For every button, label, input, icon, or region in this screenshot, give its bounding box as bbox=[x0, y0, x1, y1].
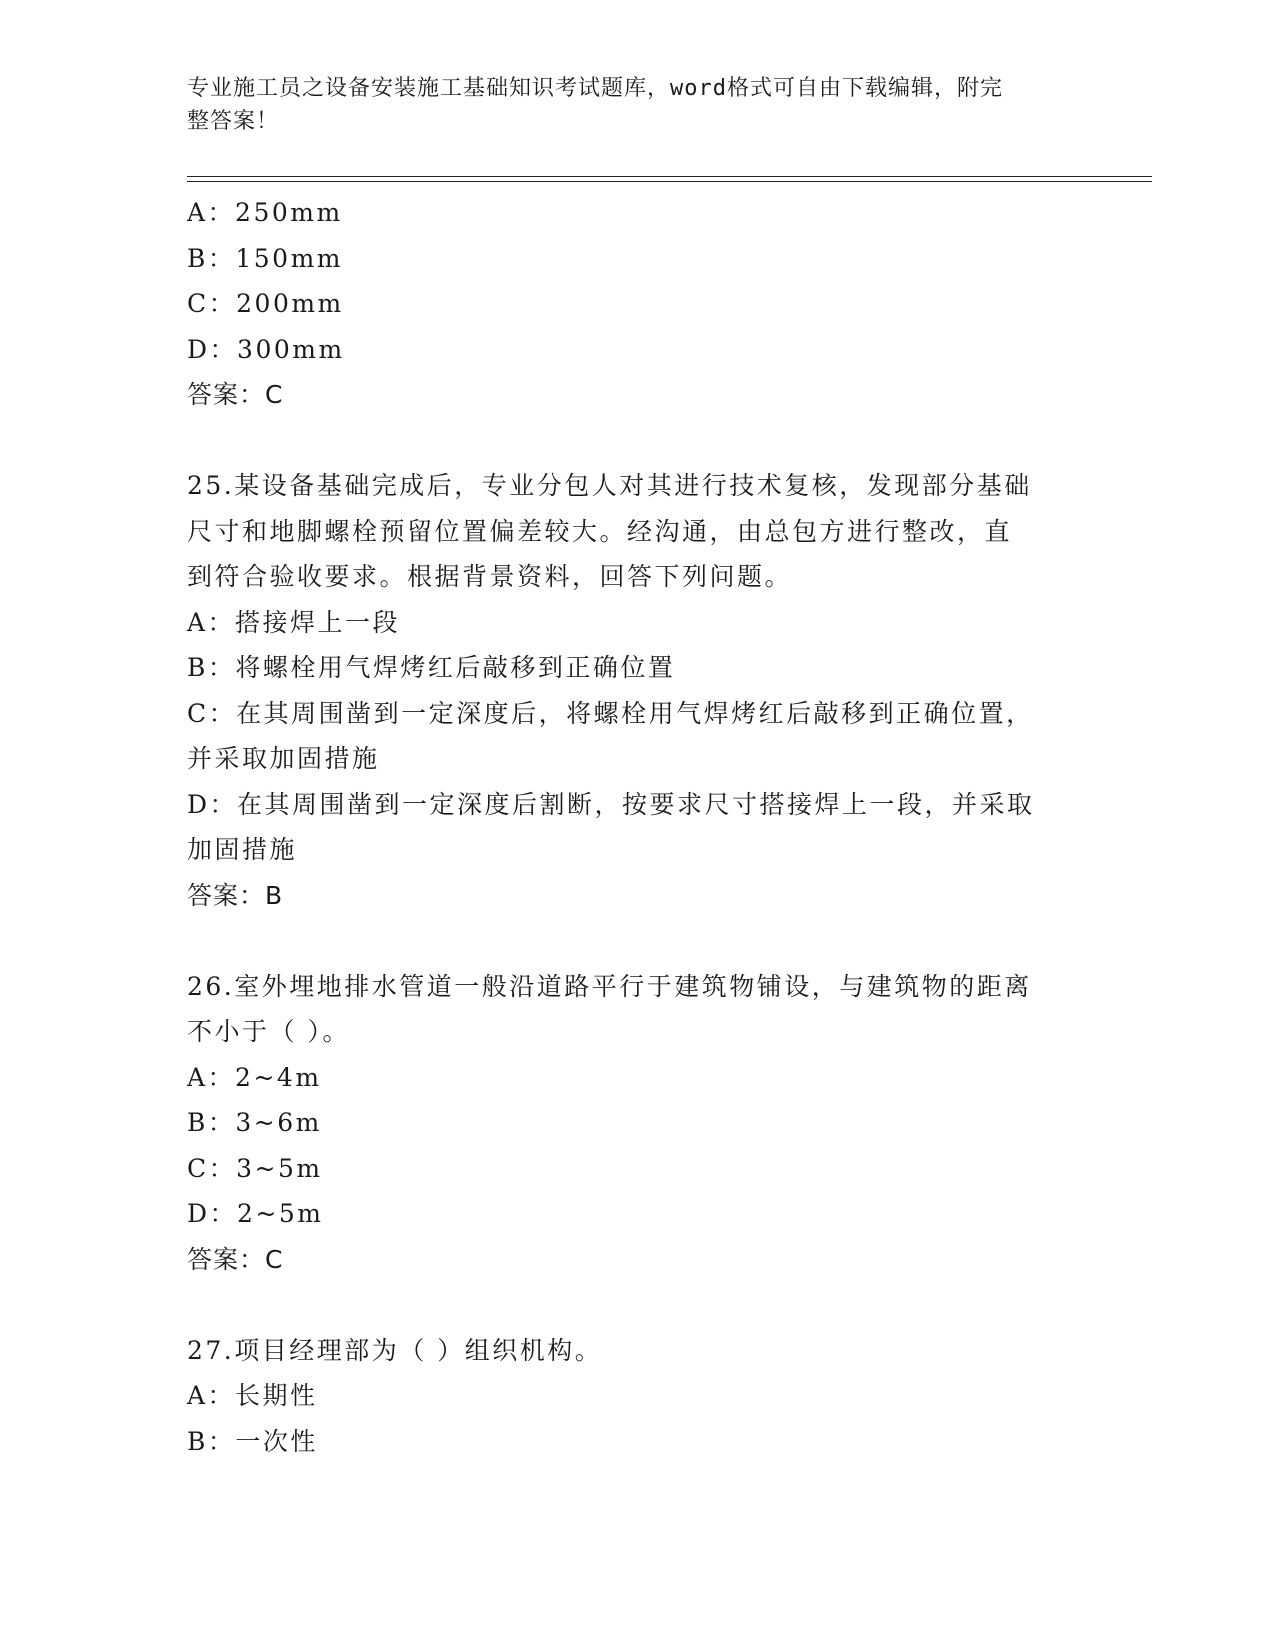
option-c: C：3~5m bbox=[187, 1153, 323, 1183]
option-c: C：200mm bbox=[187, 289, 344, 318]
spacer bbox=[187, 918, 1087, 964]
question-stem-line: 26.室外埋地排水管道一般沿道路平行于建筑物铺设，与建筑物的距离 bbox=[187, 971, 1032, 1001]
question-stem-line: 尺寸和地脚螺栓预留位置偏差较大。经沟通，由总包方进行整改，直 bbox=[187, 516, 1013, 546]
option-a: A：2~4m bbox=[187, 1062, 322, 1092]
header-line-2: 整答案！ bbox=[187, 109, 280, 134]
question-25 bbox=[187, 463, 1087, 918]
option-d: D：2~5m bbox=[187, 1199, 324, 1228]
question-27 bbox=[187, 1328, 1087, 1465]
option-a: A：长期性 bbox=[187, 1381, 318, 1410]
question-stem-line: 25.某设备基础完成后，专业分包人对其进行技术复核，发现部分基础 bbox=[187, 471, 1032, 500]
option-d: D：在其周围凿到一定深度后割断，按要求尺寸搭接焊上一段，并采取 bbox=[187, 789, 1035, 819]
question-26 bbox=[187, 964, 1087, 1283]
option-c-continued: 并采取加固措施 bbox=[187, 744, 380, 773]
option-a: A：搭接焊上一段 bbox=[187, 607, 401, 637]
option-b: B：150mm bbox=[187, 243, 344, 273]
answer-label: 答案：B bbox=[187, 880, 284, 910]
answer-label: 答案：C bbox=[187, 1244, 284, 1274]
question-content bbox=[187, 190, 1087, 1464]
option-b: B：3~6m bbox=[187, 1108, 322, 1137]
header-divider-bottom bbox=[187, 181, 1152, 182]
option-d: D：300mm bbox=[187, 334, 345, 364]
answer-label: 答案：C bbox=[187, 380, 284, 409]
option-a: A：250mm bbox=[187, 198, 343, 227]
option-b: B：将螺栓用气焊烤红后敲移到正确位置 bbox=[187, 653, 676, 682]
question-stem-line: 27.项目经理部为（ ）组织机构。 bbox=[187, 1335, 603, 1365]
document-header bbox=[187, 72, 1077, 138]
option-d-continued: 加固措施 bbox=[187, 835, 298, 864]
question-stem-line: 到符合验收要求。根据背景资料，回答下列问题。 bbox=[187, 562, 793, 591]
header-line-1: 专业施工员之设备安装施工基础知识考试题库，word格式可自由下载编辑，附完 bbox=[187, 76, 1003, 101]
option-b: B：一次性 bbox=[187, 1426, 318, 1456]
header-divider-top bbox=[187, 176, 1152, 177]
spacer bbox=[187, 418, 1087, 464]
option-c: C：在其周围凿到一定深度后，将螺栓用气焊烤红后敲移到正确位置， bbox=[187, 698, 1034, 728]
question-24 bbox=[187, 190, 1087, 418]
spacer bbox=[187, 1282, 1087, 1328]
question-stem-line: 不小于（ ）。 bbox=[187, 1017, 350, 1046]
